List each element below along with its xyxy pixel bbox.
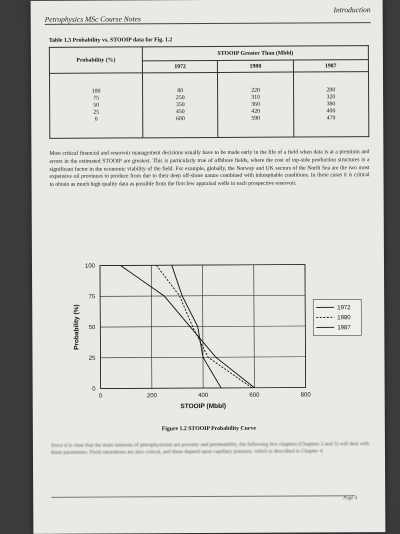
y-tick-label: 25 <box>89 356 96 362</box>
y-tick-label: 100 <box>85 264 96 270</box>
col-header-stooip: STOOIP Greater Than (Mbbl) <box>142 46 368 61</box>
footer-rule <box>51 495 355 498</box>
y-tick-label: 50 <box>89 325 96 331</box>
values-1980-cell: 220 310 360 420 590 <box>218 72 294 137</box>
values-1987-cell: 280 320 380 400 470 <box>293 72 369 137</box>
x-tick-label: 400 <box>198 393 209 399</box>
col-header-probability: Probability (%) <box>49 47 142 73</box>
running-header-left: Petrophysics MSc Course Notes <box>45 14 141 24</box>
x-tick-label: 0 <box>99 394 103 400</box>
body-paragraph: Most critical financial and reservoir management decisions usually have to be made early in the life of a field when data is at a premium and errors in the estimated STOOIP are greatest. This is particularly true of offshore fields, where the cost of top-side production structures is a significant factor in the economic viability of the field. For example, globally, the Norway and UK sectors of the North Sea are the two most expensive oil provinces to produce from due to their deep off-shore nature combined with inhospitable conditions. In these cases it is critical to obtain as much high quality data as possible from the first few appraisal wells in each prospective reservoir. <box>49 149 369 190</box>
x-axis-label: STOOIP (Mbbl) <box>180 403 226 410</box>
legend-label-1972: 1972 <box>337 305 351 311</box>
year-1980: 1980 <box>218 60 293 72</box>
x-tick-label: 800 <box>301 392 312 398</box>
y-tick-label: 75 <box>88 294 95 300</box>
page-number: Page 4 <box>343 496 357 501</box>
y-tick-label: 0 <box>92 387 96 393</box>
body-paragraph-2: Since it is clear that the main interests of petrophysicists are porosity and permeability, the following few chapters (Chapters 2 and 3) will deal with these parameters. Fluid saturations are also critical, and these depend upon capillary pressure, which is described in Chapter 4. <box>51 441 371 457</box>
legend-label-1987: 1987 <box>337 325 351 331</box>
document-page <box>31 0 386 534</box>
year-1972: 1972 <box>142 60 217 72</box>
year-1987: 1987 <box>293 60 368 72</box>
prob-cell: 100 75 50 25 0 <box>49 73 142 138</box>
figure-caption: Figure 1.2 STOOIP Probability Curve <box>33 425 385 433</box>
table-caption: Table 1.3 Probability vs. STOOIP data for Fig. 1.2 <box>49 37 173 44</box>
stooip-probability-chart <box>62 254 363 421</box>
probability-table <box>49 45 369 139</box>
running-header-right: Introduction <box>333 5 370 14</box>
x-tick-label: 200 <box>147 393 158 399</box>
x-tick-label: 600 <box>249 393 260 399</box>
values-1972-cell: 80 250 350 450 600 <box>142 72 218 137</box>
y-axis-label: Probability (%) <box>73 304 80 350</box>
legend-label-1980: 1980 <box>337 315 351 321</box>
